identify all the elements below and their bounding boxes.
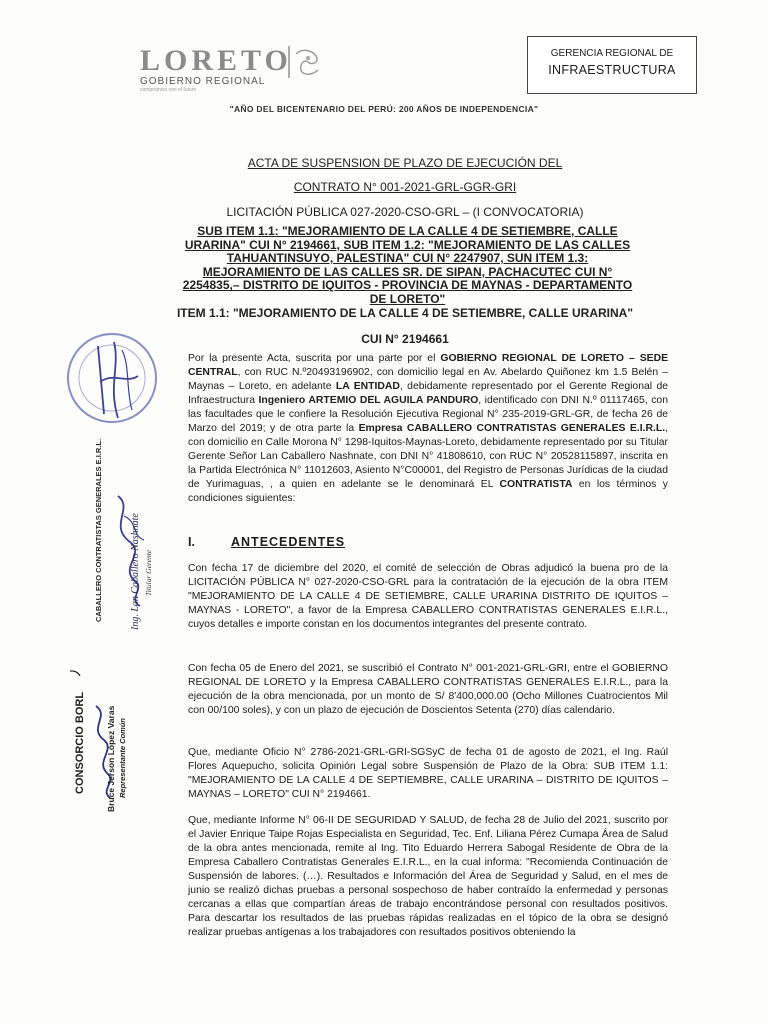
paragraph-adjudication: Con fecha 17 de diciembre del 2020, el comité de selección de Obras adjudicó la buena pro de la LICITACIÓN PÚBLICA N° 027-2020-CSO-GRL para la contratación de la ejecución de la obra ITEM "MEJORAMIENTO DE LA CALLE 4 DE SETIEMBRE, CALLE URARINA DISTRITO DE IQUITOS – MAYNAS - LORETO", a favor de la Empresa CABALLERO CONTRATISTAS GENERALES E.I.R.L., cuyos detalles e importe constan en los documentos integrantes del presente contrato.	[188, 563, 668, 630]
department-line-1: GERENCIA REGIONAL DE	[550, 48, 674, 59]
document-title-line-1: ACTA DE SUSPENSION DE PLAZO DE EJECUCIÓN DEL	[247, 156, 563, 170]
round-seal-stamp-icon	[60, 326, 164, 430]
paragraph-informe: Que, mediante Informe N° 06-II DE SEGURIDAD Y SALUD, de fecha 28 de Julio del 2021, suscrito por el Javier Enrique Taipe Rojas Especialista en Seguridad, Tec. Enf. Liliana Pérez Cumapa Área de Salud de la obra antes mencionada, remite al Ing. Tito Eduardo Herrera Sabogal Residente de Obra de la Empresa Caballero Contratistas Generales E.I.R.L., en la cual informa: "Recomienda Continuación de Suspensión de labores. (…). Resultados e Información del Área de Seguridad y Salud, en el mes de junio se realizó dichas pruebas a personal sospechoso de haber contraído la enfermedad y personas cercanas a ellas que compartían áreas de trabajo encontrándose personal con resultados positivos. Para descartar los resultados de las pruebas rápidas realizadas en el tópico de la obra se designó realizar pruebas antígenas a los trabajadores con resultados positivos obteniendo la	[188, 815, 668, 938]
intro-text: , con domicilio en Calle Morona N° 1298-Iquitos-Maynas-Loreto, debidamente representado por su Titular Gerente Señor Lan Caballero Nashnate, con DNI N° 41808610, con RUC N° 20528115897, inscrita en la Partida Electrónica N° 11012603, Asiento N°C00001, del Registro de Personas Jurídicas de la ciudad de Yurimaguas, , a quien en adelante se le denominará EL	[188, 423, 668, 490]
logo-tagline: compromiso con el futuro	[140, 87, 197, 93]
regional-emblem-icon	[286, 44, 324, 80]
intro-text: , debidamente representado por el Gerente Regional de Infraestructura	[188, 381, 668, 406]
paragraph-contract: Con fecha 05 de Enero del 2021, se suscribió el Contrato N° 001-2021-GRL-GRI, entre el GOBIERNO REGIONAL DE LORETO y la Empresa CABALLERO CONTRATISTAS GENERALES E.I.R.L., para la ejecución de la obra mencionada, por un monto de S/ 8'400,000.00 (Ocho Millones Cuatrocientos Mil con 00/100 soles), y con un plazo de ejecución de Doscientos Setenta (270) días calendario.	[188, 663, 668, 716]
paragraph-oficio: Que, mediante Oficio N° 2786-2021-GRL-GRI-SGSyC de fecha 01 de agosto de 2021, el Ing. Raúl Flores Aquepucho, solicita Opinión Legal sobre Suspensión de Plazo de la Obra: SUB ITEM 1.1: "MEJORAMIENTO DE LA CALLE 4 DE SEPTIEMBRE, CALLE URARINA – DISTRITO DE IQUITOS – MAYNAS – LORETO" CUI N° 2194661.	[188, 747, 668, 800]
consortium-role-stamp: Representante Común	[118, 717, 127, 798]
cui-heading: CUI N° 2194661	[361, 332, 449, 346]
intro-representative: Ingeniero ARTEMIO DEL AGUILA PANDURO	[258, 395, 479, 406]
logo-subtitle: GOBIERNO REGIONAL	[140, 76, 266, 87]
intro-entity: GOBIERNO REGIONAL DE LORETO – SEDE CENTRAL	[188, 353, 669, 378]
item-heading: ITEM 1.1: "MEJORAMIENTO DE LA CALLE 4 DE SETIEMBRE, CALLE URARINA"	[176, 306, 634, 320]
intro-text: , con RUC N.º20493196902, con domicilio legal en Av. Abelardo Quiñonez km 1.5 Belén – Maynas – Loreto, en adelante	[188, 367, 668, 392]
gobierno-regional-logo	[140, 46, 300, 92]
section-title: ANTECEDENTES	[231, 535, 346, 549]
logo-word: LORETO	[140, 44, 292, 77]
year-motto: "AÑO DEL BICENTENARIO DEL PERÚ: 200 AÑOS DE INDEPENDENCIA"	[229, 104, 539, 114]
document-title-line-2: CONTRATO N° 001-2021-GRL-GGR-GRI	[293, 180, 517, 194]
consortium-name-stamp: CONSORCIO BORL	[74, 691, 86, 794]
document-title-line-3: LICITACIÓN PÚBLICA 027-2020-CSO-GRL – (I CONVOCATORIA)	[226, 205, 584, 219]
contractor-name-stamp: Ing. Lan Caballero Nashnate	[130, 513, 141, 630]
intro-text: , identificado con DNI N.º 01117465, con las facultades que le confiere la Resolución Ejecutiva Regional N° 235-2019-GRL-GR, de fecha 26 de Marzo del 2019; y de otra parte la	[188, 395, 668, 434]
contractor-signature-stamp	[88, 438, 178, 632]
sub-items-heading: SUB ITEM 1.1: "MEJORAMIENTO DE LA CALLE 4 DE SETIEMBRE, CALLE URARINA" CUI N° 2194661, SUB ITEM 1.2: "MEJORAMIENTO DE LAS CALLES TAHUANTINSUYO, PALESTINA" CUI N° 2247907, SUN ITEM 1.3: MEJORAMIENTO DE LAS CALLES SR. DE SIPAN, PACHACUTEC CUI N° 2254835,– DISTRITO DE IQUITOS - PROVINCIA DE MAYNAS - DEPARTAMENTO DE LORETO"	[182, 224, 633, 306]
department-line-2: INFRAESTRUCTURA	[548, 63, 676, 77]
contractor-company-stamp: CABALLERO CONTRATISTAS GENERALES E.I.R.L.	[94, 438, 103, 622]
consortium-representative-stamp: Bruce Jerson López Varas	[106, 705, 116, 812]
section-number: I.	[188, 535, 195, 549]
intro-contratista: CONTRATISTA	[499, 479, 573, 490]
intro-text: Por la presente Acta, suscrita por una parte por el	[188, 353, 441, 364]
intro-paragraph	[188, 352, 668, 506]
department-box	[527, 36, 697, 94]
section-heading	[188, 535, 488, 549]
contractor-role-stamp: Titular Gerente	[144, 549, 153, 596]
intro-company: Empresa CABALLERO CONTRATISTAS GENERALES E.I.R.L.	[358, 423, 666, 434]
consortium-signature-stamp	[70, 666, 140, 816]
intro-la-entidad: LA ENTIDAD	[335, 381, 400, 392]
intro-text: en los términos y condiciones siguientes:	[188, 479, 668, 504]
